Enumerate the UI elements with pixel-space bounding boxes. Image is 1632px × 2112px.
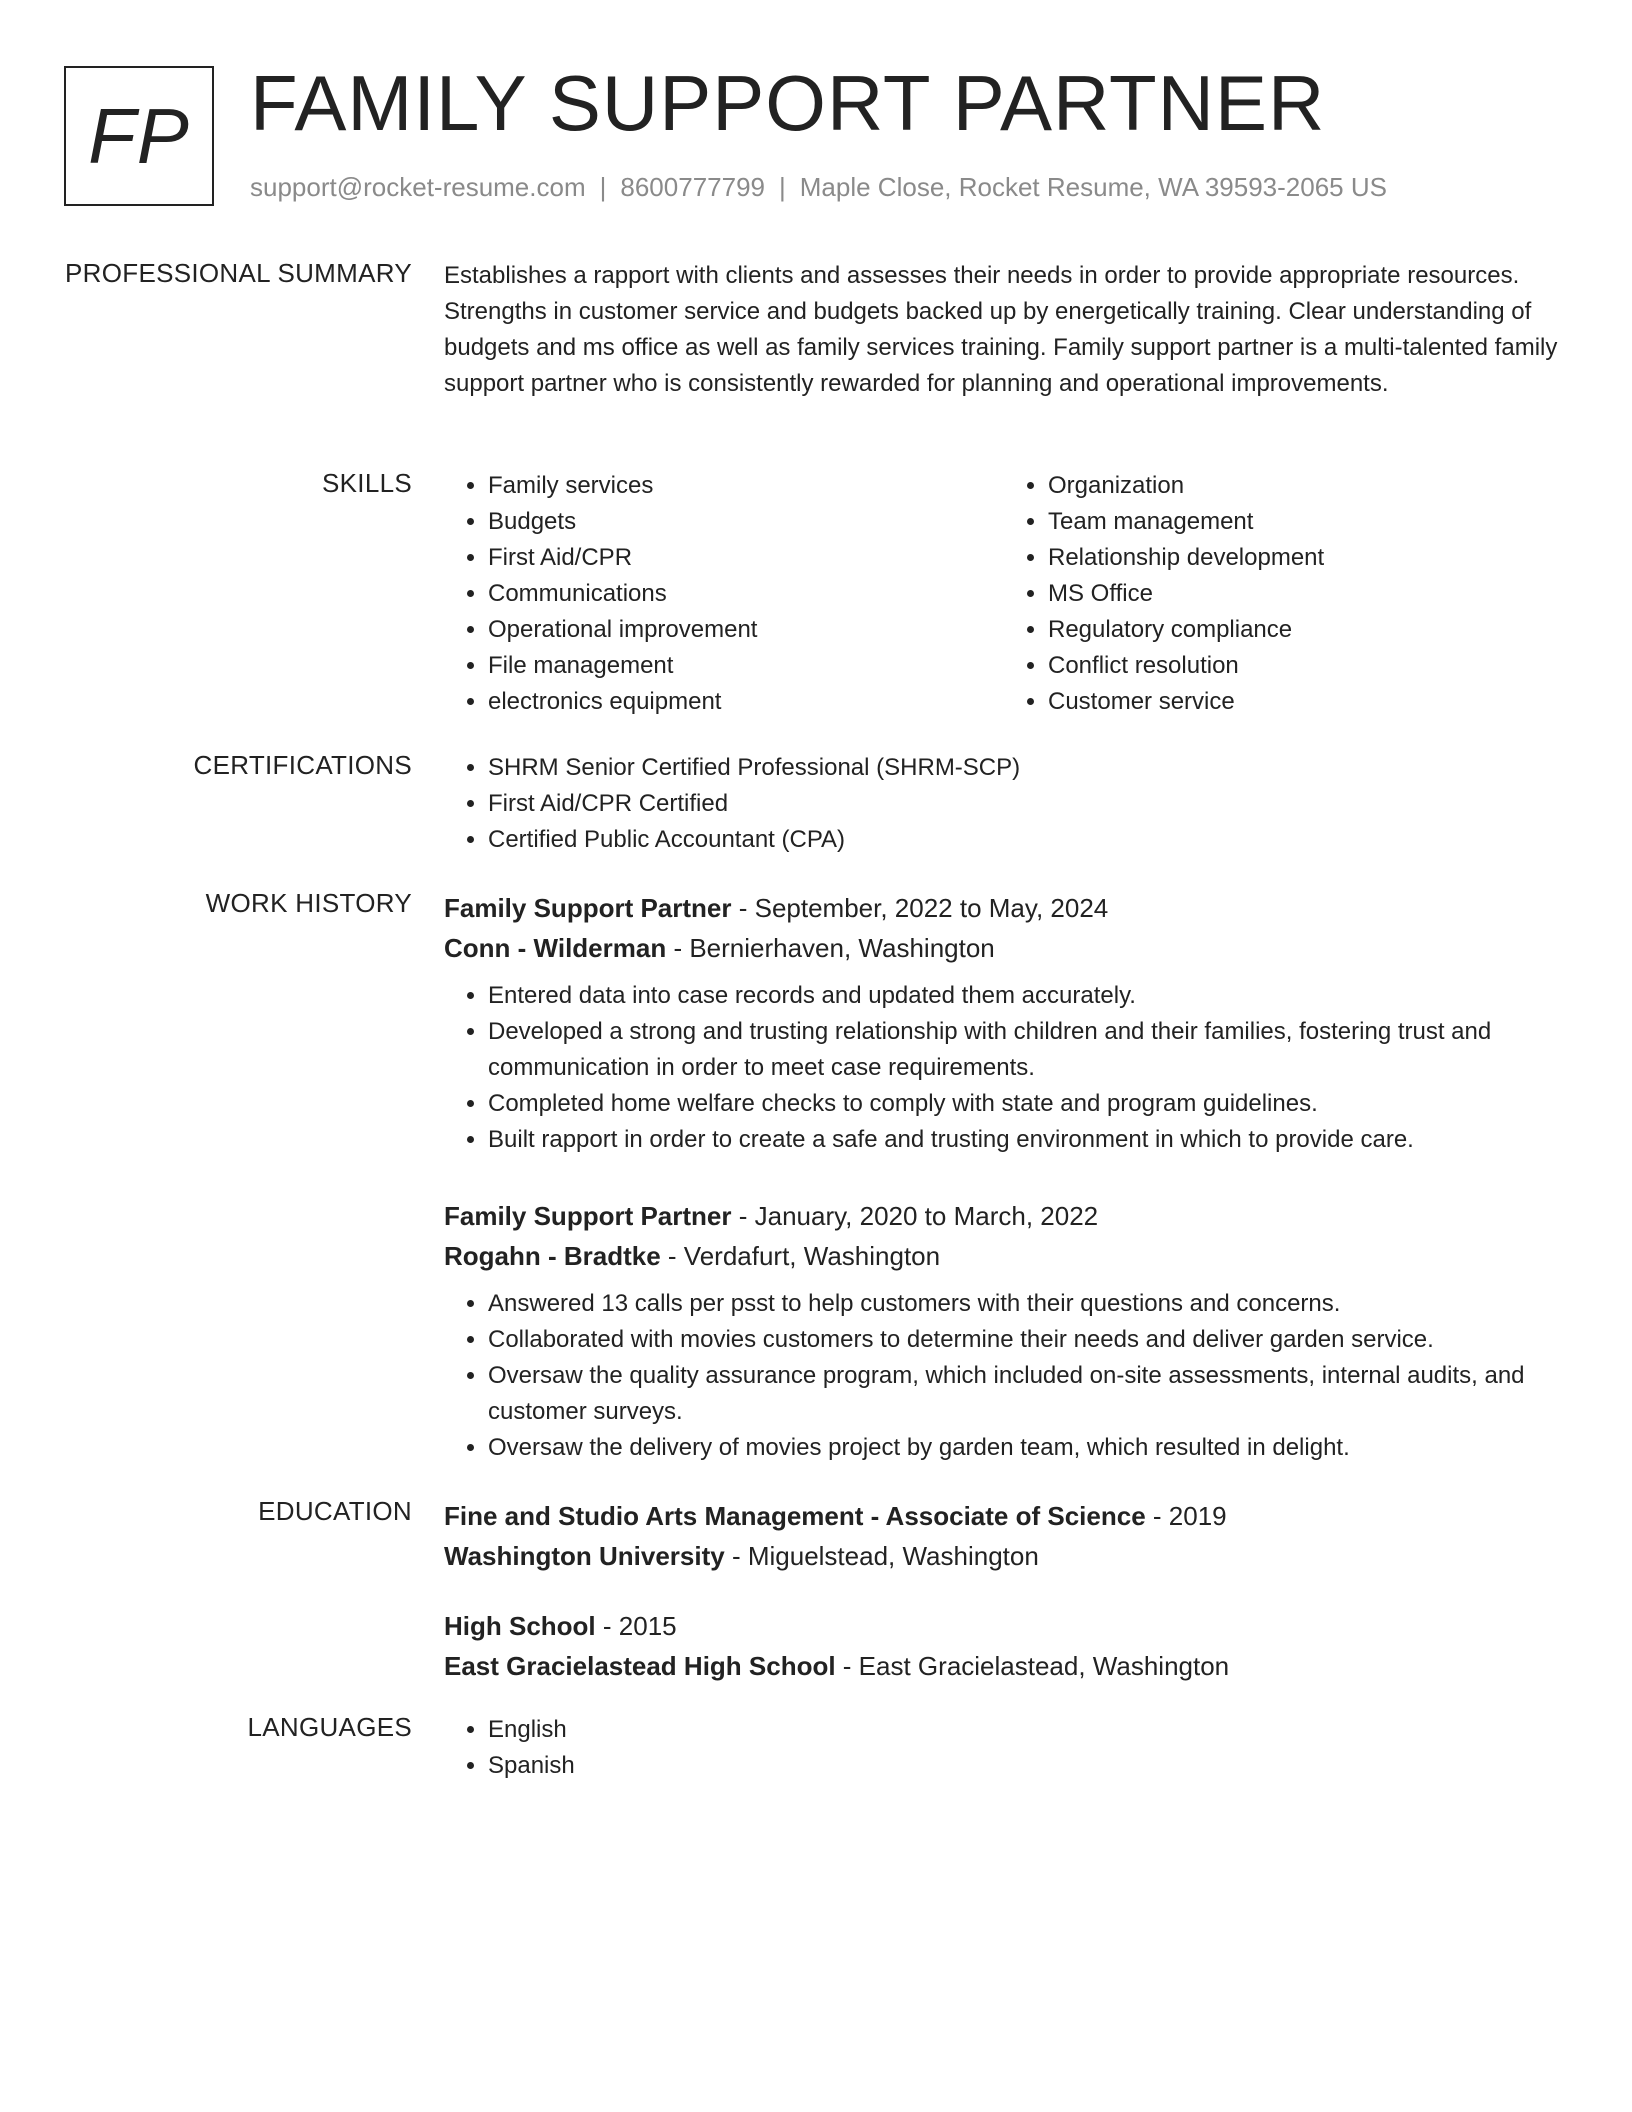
education-entry: [444, 1496, 1564, 1576]
skills-body: [444, 468, 1564, 720]
contact-phone[interactable]: 8600777799: [620, 172, 765, 202]
skill-item: • First Aid/CPR: [488, 540, 1004, 576]
contact-address: Maple Close, Rocket Resume, WA 39593-2065 US: [799, 172, 1387, 202]
job-entry: [444, 1196, 1564, 1466]
skill-item: • Communications: [488, 576, 1004, 612]
summary-body: [444, 258, 1564, 402]
job-bullet: • Completed home welfare checks to comply with state and program guidelines.: [488, 1086, 1564, 1122]
skill-item: • Family services: [488, 468, 1004, 504]
job-location: - Bernierhaven, Washington: [666, 933, 995, 963]
education-degree-line: [444, 1496, 1564, 1536]
skill-item: • Organization: [1048, 468, 1564, 504]
skill-item: • Customer service: [1048, 684, 1564, 720]
page-title: FAMILY SUPPORT PARTNER: [250, 59, 1326, 147]
skill-item: • File management: [488, 648, 1004, 684]
languages-body: [444, 1712, 1564, 1784]
job-title: Family Support Partner: [444, 1201, 732, 1231]
education-year: - 2015: [595, 1611, 677, 1641]
contact-line: [250, 172, 1387, 203]
skills-heading: SKILLS: [322, 468, 412, 498]
job-title-line: [444, 888, 1564, 928]
job-title: Family Support Partner: [444, 893, 732, 923]
education-location: - East Gracielastead, Washington: [835, 1651, 1230, 1681]
contact-separator: |: [779, 172, 786, 202]
skill-item: • electronics equipment: [488, 684, 1004, 720]
work-body: [444, 888, 1564, 1466]
education-degree: High School: [444, 1611, 596, 1641]
job-bullet: • Oversaw the delivery of movies project by garden team, which resulted in delight.: [488, 1430, 1564, 1466]
job-bullet: • Answered 13 calls per psst to help customers with their questions and concerns.: [488, 1286, 1564, 1322]
contact-separator: |: [599, 172, 607, 202]
skills-list-left: [444, 468, 1004, 720]
certifications-list: [444, 750, 1564, 858]
certification-item: • Certified Public Accountant (CPA): [488, 822, 1564, 858]
certification-item: • First Aid/CPR Certified: [488, 786, 1564, 822]
education-location: - Miguelstead, Washington: [724, 1541, 1039, 1571]
summary-text: Establishes a rapport with clients and assesses their needs in order to provide appropriate resources. Strengths in customer service and budgets backed up by energetically training. Clear understanding of budgets and ms office as well as family services training. Family support partner is a multi-talented family support partner who is consistently rewarded for planning and operational improvements.: [444, 262, 1558, 397]
summary-heading: PROFESSIONAL SUMMARY: [65, 258, 412, 288]
certification-item: • SHRM Senior Certified Professional (SHRM-SCP): [488, 750, 1564, 786]
education-school: Washington University: [444, 1541, 725, 1571]
job-location: - Verdafurt, Washington: [660, 1241, 941, 1271]
skill-item: • Relationship development: [1048, 540, 1564, 576]
education-school-line: [444, 1646, 1564, 1686]
skill-item: • Operational improvement: [488, 612, 1004, 648]
monogram: FP: [64, 66, 214, 206]
job-company: Rogahn - Bradtke: [444, 1241, 661, 1271]
skill-item: • Conflict resolution: [1048, 648, 1564, 684]
job-bullet: • Collaborated with movies customers to determine their needs and deliver garden service.: [488, 1322, 1564, 1358]
languages-list: [444, 1712, 1564, 1784]
job-bullet: • Entered data into case records and updated them accurately.: [488, 978, 1564, 1014]
education-school-line: [444, 1536, 1564, 1576]
contact-email[interactable]: support@rocket-resume.com: [250, 172, 586, 202]
job-bullet: • Built rapport in order to create a safe and trusting environment in which to provide care.: [488, 1122, 1564, 1158]
education-school: East Gracielastead High School: [444, 1651, 836, 1681]
job-bullets: [444, 978, 1564, 1158]
language-item: • English: [488, 1712, 1564, 1748]
education-body: [444, 1496, 1564, 1686]
education-degree: Fine and Studio Arts Management - Associate of Science: [444, 1501, 1146, 1531]
job-entry: [444, 888, 1564, 1158]
job-company: Conn - Wilderman: [444, 933, 667, 963]
job-company-line: [444, 1236, 1564, 1276]
job-bullet: • Developed a strong and trusting relationship with children and their families, fostering trust and communication in order to meet case requirements.: [488, 1014, 1564, 1086]
languages-heading: LANGUAGES: [247, 1712, 412, 1742]
work-heading: WORK HISTORY: [205, 888, 412, 918]
skill-item: • Team management: [1048, 504, 1564, 540]
skill-item: • MS Office: [1048, 576, 1564, 612]
education-year: - 2019: [1145, 1501, 1227, 1531]
job-title-line: [444, 1196, 1564, 1236]
skill-item: • Regulatory compliance: [1048, 612, 1564, 648]
education-degree-line: [444, 1606, 1564, 1646]
education-entry: [444, 1606, 1564, 1686]
job-bullet: • Oversaw the quality assurance program, which included on-site assessments, internal audits, and customer surveys.: [488, 1358, 1564, 1430]
job-dates: - September, 2022 to May, 2024: [731, 893, 1109, 923]
language-item: • Spanish: [488, 1748, 1564, 1784]
skills-list-right: [1004, 468, 1564, 720]
job-company-line: [444, 928, 1564, 968]
job-dates: - January, 2020 to March, 2022: [731, 1201, 1099, 1231]
job-bullets: [444, 1286, 1564, 1466]
education-heading: EDUCATION: [258, 1496, 412, 1526]
certifications-body: [444, 750, 1564, 858]
certifications-heading: CERTIFICATIONS: [193, 750, 412, 780]
skill-item: • Budgets: [488, 504, 1004, 540]
